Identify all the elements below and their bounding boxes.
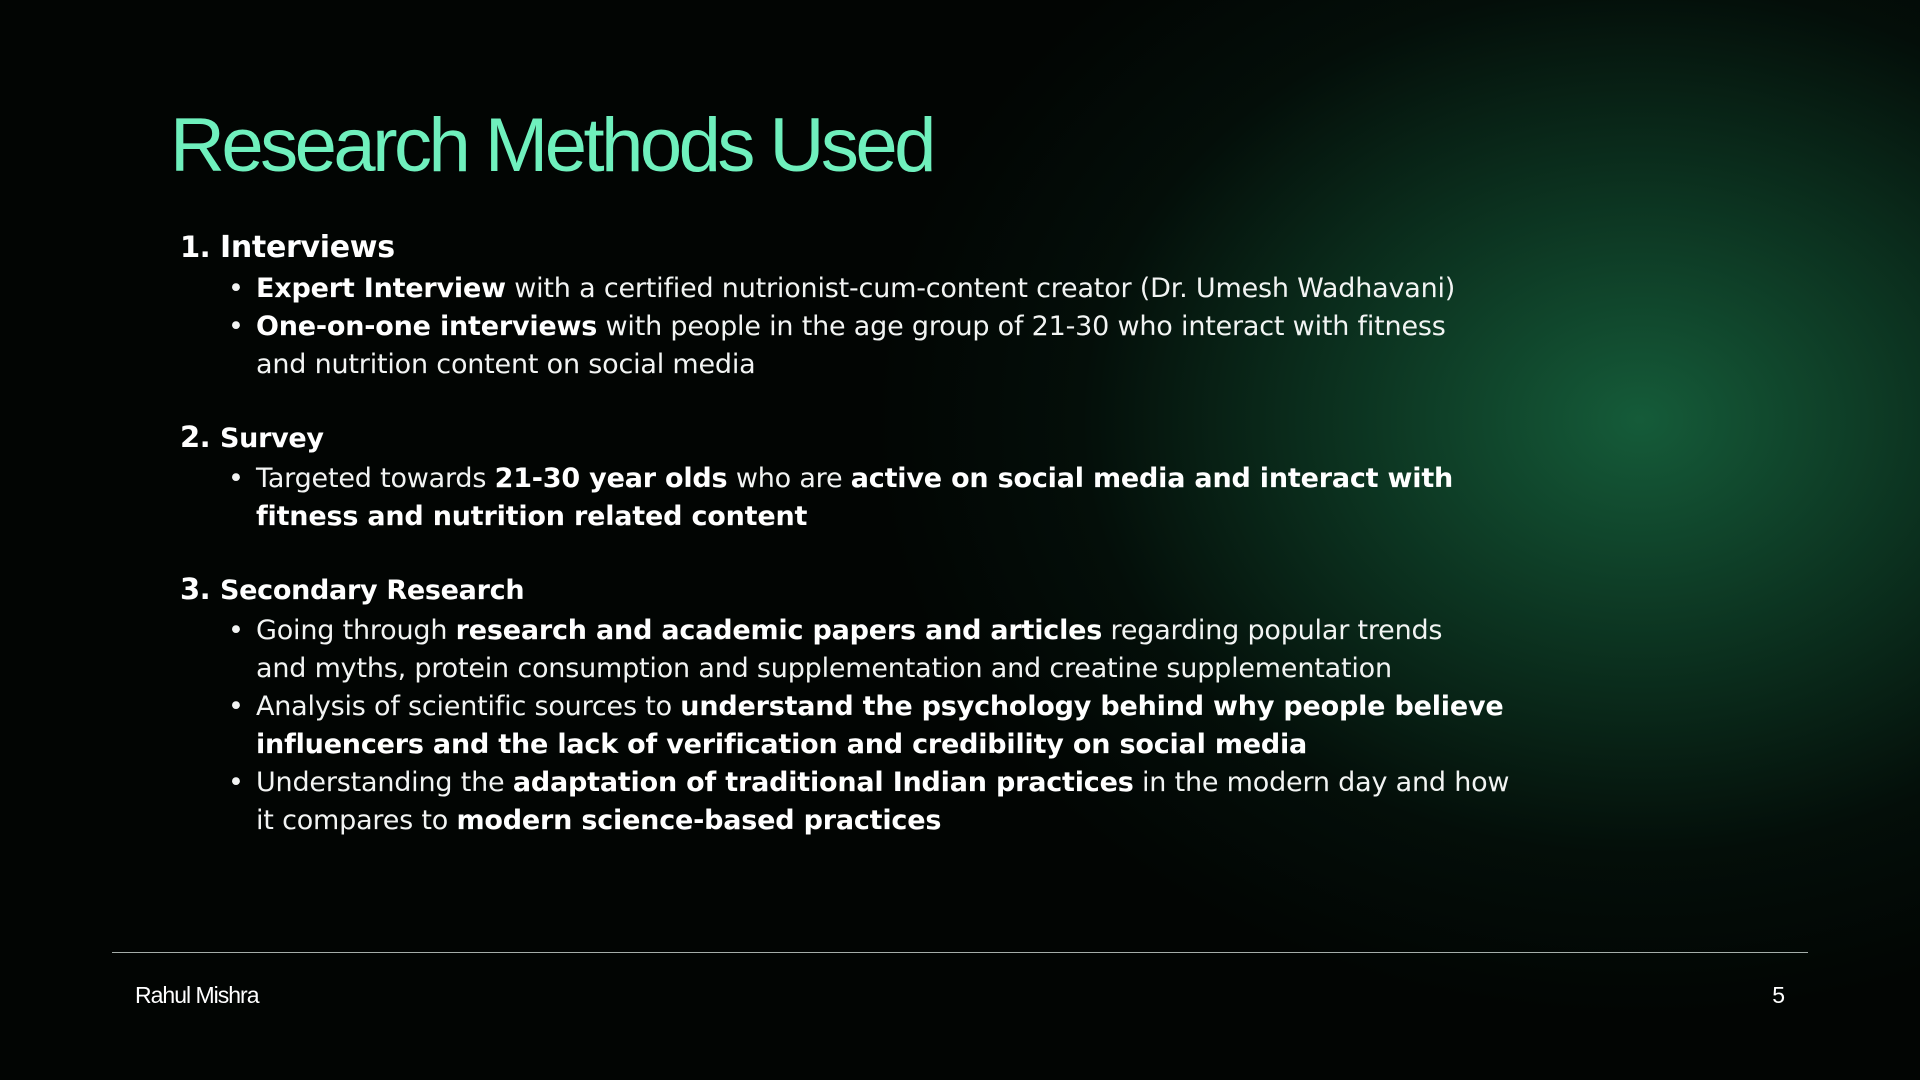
section-header bbox=[180, 230, 1580, 270]
bullet-item bbox=[256, 460, 1580, 536]
research-methods-list bbox=[180, 230, 1580, 840]
body-text: in the modern day and how bbox=[1133, 767, 1510, 798]
emphasis-text: Expert Interview bbox=[256, 273, 506, 304]
body-text: and myths, protein consumption and supplementation and creatine supplementation bbox=[256, 653, 1392, 684]
body-text: with people in the age group of 21-30 who interact with fitness bbox=[597, 311, 1446, 342]
bullet-list bbox=[180, 270, 1580, 384]
emphasis-text: One-on-one interviews bbox=[256, 311, 598, 342]
emphasis-text: fitness and nutrition related content bbox=[256, 501, 808, 532]
section-header bbox=[180, 420, 1580, 460]
emphasis-text: modern science-based practices bbox=[456, 805, 942, 836]
body-text: who are bbox=[727, 463, 851, 494]
footer-divider bbox=[112, 952, 1808, 953]
bullet-item bbox=[256, 308, 1580, 384]
section-header bbox=[180, 572, 1580, 612]
bullet-line bbox=[256, 764, 1580, 802]
bullet-list bbox=[180, 612, 1580, 840]
section-heading: Secondary Research bbox=[220, 575, 525, 606]
emphasis-text: active on social media and interact with bbox=[850, 463, 1454, 494]
emphasis-text: understand the psychology behind why people believe bbox=[680, 691, 1504, 722]
bullet-item bbox=[256, 270, 1580, 308]
section-number: 3. bbox=[180, 572, 211, 606]
emphasis-text: research and academic papers and articles bbox=[455, 615, 1103, 646]
footer-author: Rahul Mishra bbox=[135, 982, 259, 1008]
body-text: Understanding the bbox=[256, 767, 513, 798]
slide-title: Research Methods Used bbox=[170, 103, 933, 188]
bullet-item bbox=[256, 764, 1580, 840]
bullet-line bbox=[256, 498, 1580, 536]
section-number: 2. bbox=[180, 420, 211, 454]
body-text: Analysis of scientific sources to bbox=[256, 691, 681, 722]
bullet-line bbox=[256, 460, 1580, 498]
bullet-line bbox=[256, 270, 1580, 308]
body-text: and nutrition content on social media bbox=[256, 349, 756, 380]
section-secondary-research bbox=[180, 572, 1580, 840]
body-text: it compares to bbox=[256, 805, 457, 836]
bullet-line bbox=[256, 346, 1580, 384]
emphasis-text: influencers and the lack of verification and credibility on social media bbox=[256, 729, 1308, 760]
section-heading: Survey bbox=[220, 423, 324, 454]
bullet-line bbox=[256, 802, 1580, 840]
bullet-list bbox=[180, 460, 1580, 536]
body-text: Going through bbox=[256, 615, 456, 646]
bullet-item bbox=[256, 612, 1580, 688]
emphasis-text: 21-30 year olds bbox=[494, 463, 728, 494]
bullet-item bbox=[256, 688, 1580, 764]
section-number: 1. bbox=[180, 230, 211, 264]
bullet-line bbox=[256, 612, 1580, 650]
section-interviews bbox=[180, 230, 1580, 384]
bullet-line bbox=[256, 726, 1580, 764]
section-heading: Interviews bbox=[220, 230, 395, 265]
body-text: with a certified nutrionist-cum-content creator (Dr. Umesh Wadhavani) bbox=[505, 273, 1456, 304]
section-survey bbox=[180, 420, 1580, 536]
emphasis-text: adaptation of traditional Indian practices bbox=[512, 767, 1134, 798]
bullet-line bbox=[256, 650, 1580, 688]
body-text: regarding popular trends bbox=[1102, 615, 1443, 646]
bullet-line bbox=[256, 688, 1580, 726]
bullet-line bbox=[256, 308, 1580, 346]
body-text: Targeted towards bbox=[256, 463, 495, 494]
page-number: 5 bbox=[1772, 982, 1785, 1008]
